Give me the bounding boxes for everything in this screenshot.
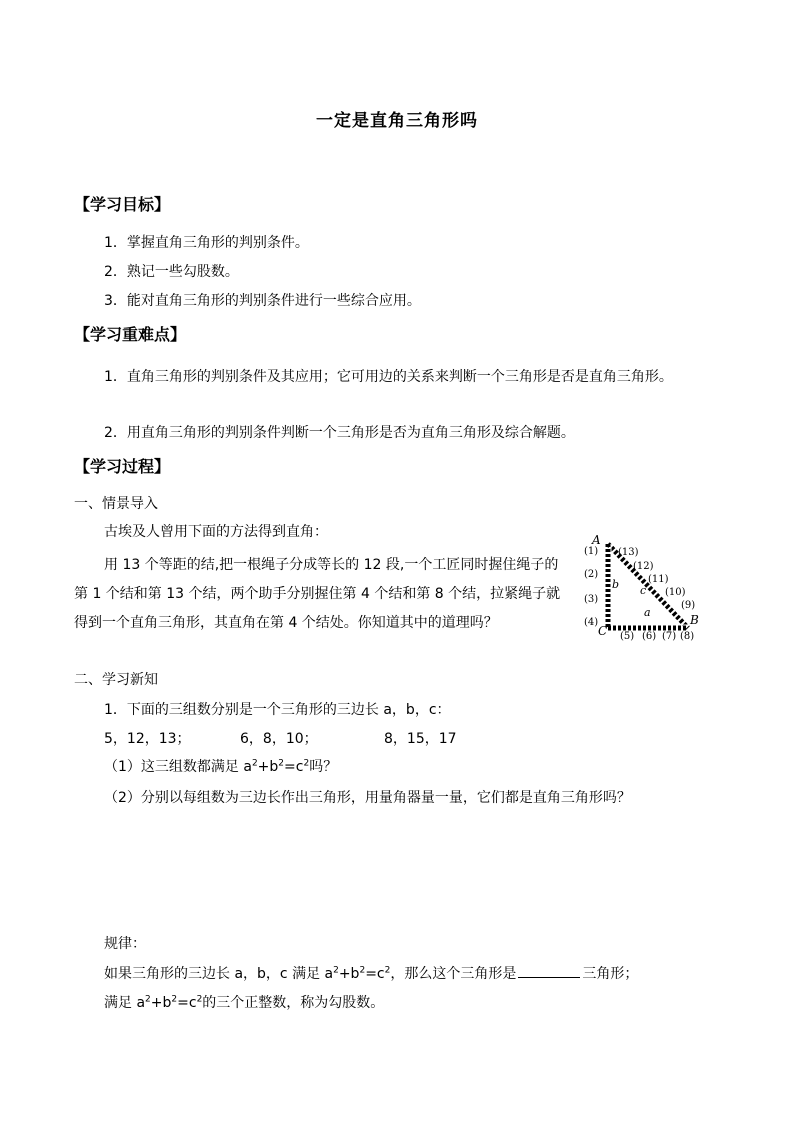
superscript: 2 (303, 758, 310, 769)
text-segment: 的三个正整数，称为勾股数。 (202, 995, 385, 1011)
superscript: 2 (278, 758, 285, 769)
knot-label: (4) (584, 617, 599, 628)
question-1: 1．下面的三组数分别是一个三角形的三边长 a，b，c： (104, 702, 451, 718)
goal-item: 3．能对直角三角形的判别条件进行一些综合应用。 (104, 293, 421, 309)
side-label: a (644, 606, 651, 619)
process-heading: 【学习过程】 (74, 457, 171, 476)
text-segment: 三角形； (582, 966, 639, 982)
number-group: 8，15，17 (384, 731, 457, 747)
question-1b: （2）分别以每组数为三边长作出三角形，用量角器量一量，它们都是直角三角形吗？ (104, 790, 631, 806)
text-segment: 如果三角形的三边长 a，b，c 满足 a (104, 966, 334, 982)
question-1a (104, 757, 337, 777)
rule-line (104, 993, 384, 1013)
knot-label: (7) (662, 631, 677, 642)
superscript: 2 (384, 965, 391, 976)
text-segment: =c (284, 759, 304, 775)
keypoints-heading: 【学习重难点】 (74, 325, 187, 344)
page-title: 一定是直角三角形吗 (316, 111, 478, 131)
text-segment: +b (150, 995, 172, 1011)
goal-item: 2．熟记一些勾股数。 (104, 264, 239, 280)
vertex-label: A (592, 533, 601, 547)
keypoint-item: 2．用直角三角形的判别条件判断一个三角形是否为直角三角形及综合解题。 (104, 425, 575, 441)
superscript: 2 (359, 965, 366, 976)
superscript: 2 (251, 758, 258, 769)
knot-label: (2) (584, 569, 599, 580)
superscript: 2 (171, 994, 178, 1005)
intro-paragraph: 用 13 个等距的结,把一根绳子分成等长的 12 段,一个工匠同时握住绳子的第 1 个结和第 13 个结，两个助手分别握住第 4 个结和第 8 个结，拉紧绳子就得到一个直角三角形，其直角在第 4 个结处。你知道其中的道理吗？ (74, 557, 561, 631)
side-label: c (640, 584, 647, 597)
goals-heading: 【学习目标】 (74, 195, 171, 214)
knot-label: (10) (665, 587, 686, 598)
number-group: 6，8，10； (240, 731, 318, 747)
knot-label: (12) (633, 561, 654, 572)
knot-label: (5) (620, 631, 635, 642)
knot-label: (11) (648, 574, 669, 585)
text-segment: +b (338, 966, 360, 982)
superscript: 2 (333, 965, 339, 976)
text-segment: 满足 a (104, 995, 146, 1011)
number-group: 5，12，13； (104, 731, 191, 747)
goal-item: 1．掌握直角三角形的判别条件。 (104, 235, 309, 251)
rule-label: 规律： (104, 936, 146, 952)
knot-label: (13) (618, 547, 639, 558)
vertex-label: C (598, 624, 608, 638)
keypoint-item: 1．直角三角形的判别条件及其应用；它可用边的关系来判断一个三角形是否是直角三角形。 (104, 369, 673, 385)
rule-line (104, 963, 638, 984)
knot-label: (8) (680, 631, 695, 642)
knot-label: (1) (584, 546, 599, 557)
knot-label: (6) (642, 631, 657, 642)
text-segment: （1）这三组数都满足 a (104, 759, 252, 775)
superscript: 2 (196, 994, 203, 1005)
text-segment: =c (177, 995, 197, 1011)
text-segment: ，那么这个三角形是 (390, 966, 517, 982)
text-segment: 吗？ (309, 759, 338, 775)
vertex-label: B (690, 613, 699, 627)
fill-in-blank[interactable] (518, 963, 580, 978)
intro-heading: 一、情景导入 (74, 496, 158, 512)
knot-label: (3) (584, 594, 599, 605)
superscript: 2 (145, 994, 151, 1005)
side-label: b (612, 578, 620, 591)
new-knowledge-heading: 二、学习新知 (74, 672, 158, 688)
text-segment: =c (365, 966, 385, 982)
intro-paragraph: 古埃及人曾用下面的方法得到直角： (104, 524, 328, 540)
text-segment: +b (257, 759, 279, 775)
rope-triangle-figure (580, 532, 702, 644)
knot-label: (9) (681, 600, 696, 611)
